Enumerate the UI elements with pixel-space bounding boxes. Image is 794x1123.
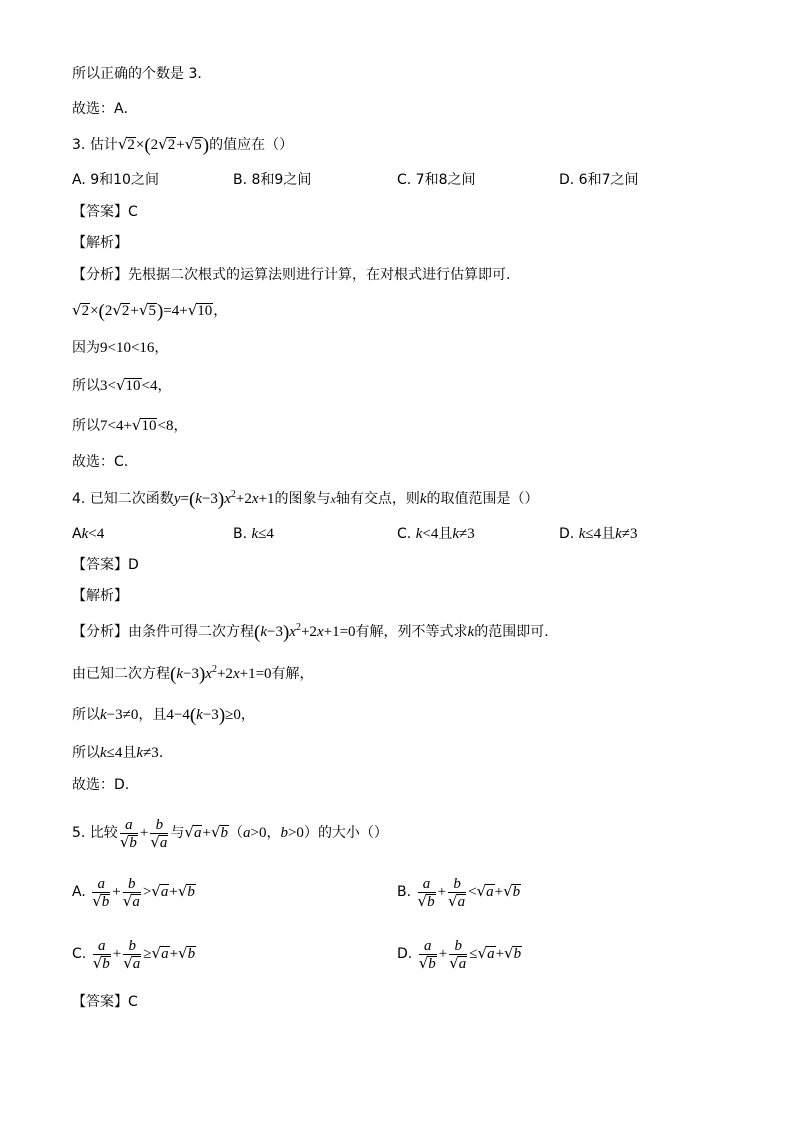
- option-d[interactable]: D. k≤4且k≠3: [559, 526, 638, 542]
- analysis-summary: 【分析】先根据二次根式的运算法则进行计算，在对根式进行估算即可.: [72, 267, 511, 283]
- answer-label: 【答案】C: [72, 994, 138, 1010]
- question-text: 估计: [89, 137, 118, 153]
- solution-step: √2×(2√2+√5)=4+√10，: [72, 301, 228, 322]
- question-3: [72, 134, 293, 156]
- choose-line: 故选：D.: [72, 777, 130, 793]
- option-c[interactable]: C. $\frac{a}{√b}$ + $\frac{b}{√a}$ ≥√a+√b: [72, 937, 196, 972]
- option-d[interactable]: D. 6和7之间: [559, 172, 639, 188]
- formula: √2×(2√2+√5): [117, 135, 210, 156]
- option-d[interactable]: D. $\frac{a}{√b}$ + $\frac{b}{√a}$ ≤√a+√b: [397, 937, 522, 972]
- question-4: 4. 已知二次函数$y=(k-3)x^2+2x+1$的图象与x轴有交点，则k的取值范围是（）: [72, 489, 539, 510]
- option-a[interactable]: A. 9和10之间: [72, 172, 159, 188]
- solution-step: 因为9<10<16，: [72, 340, 169, 356]
- option-a[interactable]: A. $\frac{a}{√b}$ + $\frac{b}{√a}$ >√a+√b: [72, 875, 195, 910]
- line-choose-a: 故选：A．: [72, 101, 138, 117]
- option-a[interactable]: Ak<4: [72, 526, 105, 542]
- option-b[interactable]: B. $\frac{a}{√b}$ + $\frac{b}{√a}$ <√a+√b: [397, 875, 521, 910]
- solution-step: 所以k≤4且k≠3.: [72, 745, 164, 761]
- answer-label: 【答案】D: [72, 557, 139, 573]
- choose-line: 故选：C.: [72, 454, 129, 470]
- option-c[interactable]: C. 7和8之间: [397, 172, 476, 188]
- solution-step: 所以k−3≠0，且4−4(k−3)≥0，: [72, 705, 255, 726]
- analysis-summary: 【分析】由条件可得二次方程$(k-3)x^2+2x+1=0$有解，列不等式求k的范围即可.: [72, 622, 549, 643]
- analysis-label: 【解析】: [72, 588, 128, 604]
- line-count-correct: 所以正确的个数是 3．: [72, 66, 212, 82]
- option-c[interactable]: C. k<4且k≠3: [397, 526, 475, 542]
- option-b[interactable]: B. 8和9之间: [233, 172, 312, 188]
- question-number: 3.: [72, 137, 86, 153]
- solution-step: 所以7<4+√10<8，: [72, 416, 188, 434]
- question-text: 的值应在（）: [209, 137, 294, 153]
- solution-step: 所以3<√10<4，: [72, 376, 172, 394]
- answer-label: 【答案】C: [72, 204, 138, 220]
- option-b[interactable]: B. k≤4: [233, 526, 274, 542]
- solution-step: 由已知二次方程$(k-3)x^2+2x+1=0$有解，: [72, 664, 314, 685]
- analysis-label: 【解析】: [72, 235, 128, 251]
- question-5: 5. 比较 $\frac{a}{√b}$ + $\frac{b}{√a}$ 与√a+√b（a>0，b>0）的大小（）: [72, 816, 388, 851]
